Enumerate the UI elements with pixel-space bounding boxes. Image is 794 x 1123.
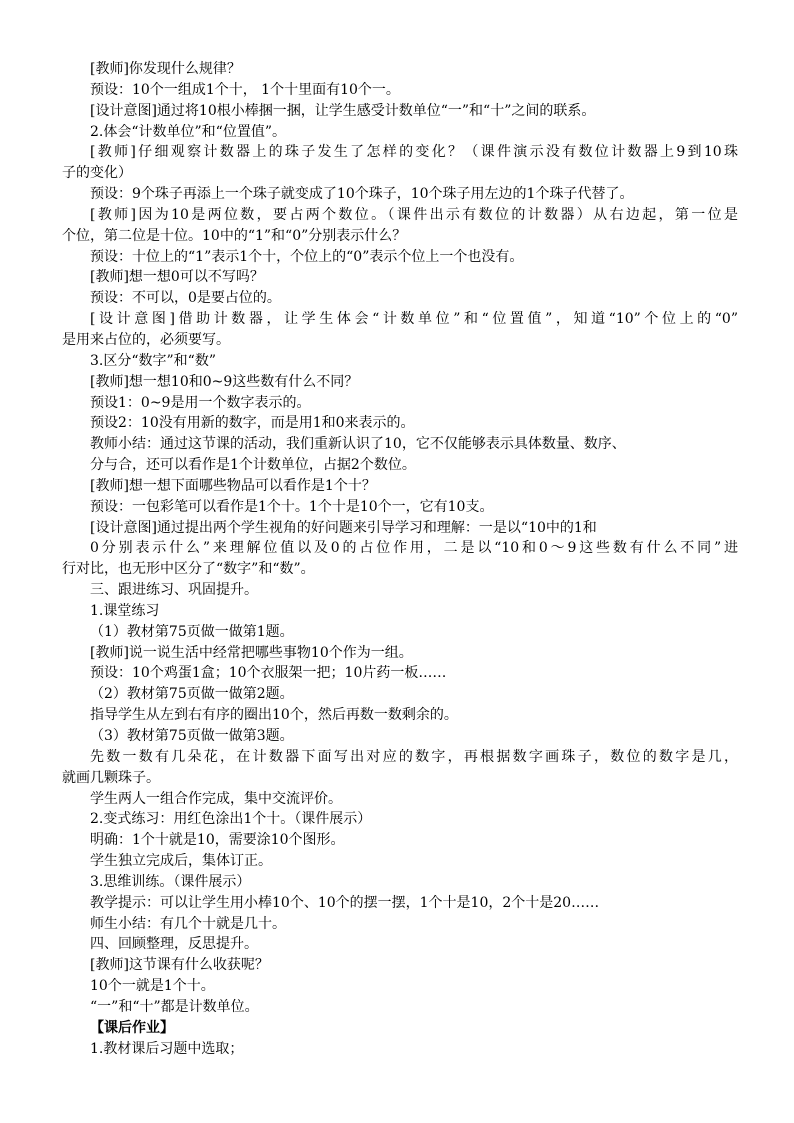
text-line: [教师]这节课有什么收获呢？ [90, 957, 269, 974]
text-line: 师生小结：有几个十就是几十。 [90, 915, 286, 932]
text-line: 预设2：10没有用新的数字，而是用1和0来表示的。 [90, 415, 415, 432]
text-line: 1.教材课后习题中选取； [90, 1040, 244, 1057]
section-heading: 四、回顾整理，反思提升。 [90, 936, 258, 953]
text-line: 分与合，还可以看作是1个计数单位，占据2个数位。 [90, 457, 416, 474]
text-line: 3.区分“数字”和“数” [90, 352, 216, 369]
text-line: [教师]想一想10和0~9这些数有什么不同？ [90, 373, 359, 390]
text-line: [教师]说一说生活中经常把哪些事物10个作为一组。 [90, 644, 413, 661]
text-line: 指导学生从左到右有序的圈出10个，然后再数一数剩余的。 [90, 707, 458, 724]
text-line: 学生独立完成后，集体订正。 [90, 853, 272, 870]
text-line: 是用来占位的，必须要写。 [62, 331, 230, 348]
text-line: 3.思维训练。（课件展示） [90, 873, 251, 890]
text-line: （2）教材第75页做一做第2题。 [90, 686, 294, 703]
text-line: [教师]仔细观察计数器上的珠子发生了怎样的变化？（课件演示没有数位计数器上9到10珠 [90, 144, 738, 161]
text-line: （1）教材第75页做一做第1题。 [90, 623, 294, 640]
text-line: 就画几颗珠子。 [62, 769, 160, 786]
text-line: 预设：十位上的“1”表示1个十，个位上的“0”表示个位上一个也没有。 [90, 248, 524, 265]
text-line: 2.变式练习：用红色涂出1个十。（课件展示） [90, 811, 372, 828]
text-line: 明确：1个十就是10，需要涂10个图形。 [90, 832, 345, 849]
text-line: [设计意图]通过提出两个学生视角的好问题来引导学习和理解：一是以“10中的1和 [90, 519, 597, 536]
text-line: 教学提示：可以让学生用小棒10个、10个的摆一摆，1个十是10，2个十是20…… [90, 894, 600, 911]
text-line: [教师]因为10是两位数，要占两个数位。（课件出示有数位的计数器）从右边起，第一位是 [90, 206, 738, 223]
homework-heading: 【课后作业】 [90, 1019, 174, 1036]
text-line: 行对比，也无形中区分了“数字”和“数”。 [62, 561, 315, 578]
text-line: 预设：一包彩笔可以看作是1个十。1个十是10个一，它有10支。 [90, 498, 494, 515]
text-line: 预设：9个珠子再添上一个珠子就变成了10个珠子，10个珠子用左边的1个珠子代替了。 [90, 186, 634, 203]
section-heading: 三、跟进练习、巩固提升。 [90, 582, 258, 599]
text-line: [设计意图]通过将10根小棒捆一捆，让学生感受计数单位“一”和“十”之间的联系。 [90, 102, 596, 119]
text-line: 子的变化） [62, 165, 132, 182]
text-line: [设计意图]借助计数器，让学生体会“计数单位”和“位置值”，知道“10”个位上的“0” [90, 311, 738, 328]
text-line: 先数一数有几朵花，在计数器下面写出对应的数字，再根据数字画珠子，数位的数字是几， [90, 748, 738, 765]
text-line: 1.课堂练习 [90, 602, 160, 619]
document-body [62, 59, 738, 1060]
text-line: 10个一就是1个十。 [90, 978, 215, 995]
text-line: 预设：10个一组成1个十， 1个十里面有10个一。 [90, 81, 400, 98]
text-line: 预设：不可以，0是要占位的。 [90, 290, 281, 307]
text-line: 预设：10个鸡蛋1盒；10个衣服架一把；10片药一板…… [90, 665, 447, 682]
text-line: “一”和“十”都是计数单位。 [90, 998, 259, 1015]
text-line: 个位，第二位是十位。10中的“1”和“0”分别表示什么？ [62, 227, 407, 244]
text-line: [教师]想一想下面哪些物品可以看作是1个十？ [90, 477, 376, 494]
text-line: [教师]想一想0可以不写吗？ [90, 269, 264, 286]
text-line: 2.体会“计数单位”和“位置值”。 [90, 123, 286, 140]
text-line: 教师小结：通过这节课的活动，我们重新认识了10，它不仅能够表示具体数量、数序、 [90, 436, 626, 453]
text-line: （3）教材第75页做一做第3题。 [90, 728, 294, 744]
text-line: 预设1：0~9是用一个数字表示的。 [90, 394, 311, 411]
text-line: [教师]你发现什么规律？ [90, 61, 241, 77]
text-line: 学生两人一组合作完成，集中交流评价。 [90, 790, 342, 807]
text-line: 0分别表示什么”来理解位值以及0的占位作用，二是以“10和0～9这些数有什么不同”进 [90, 540, 738, 557]
